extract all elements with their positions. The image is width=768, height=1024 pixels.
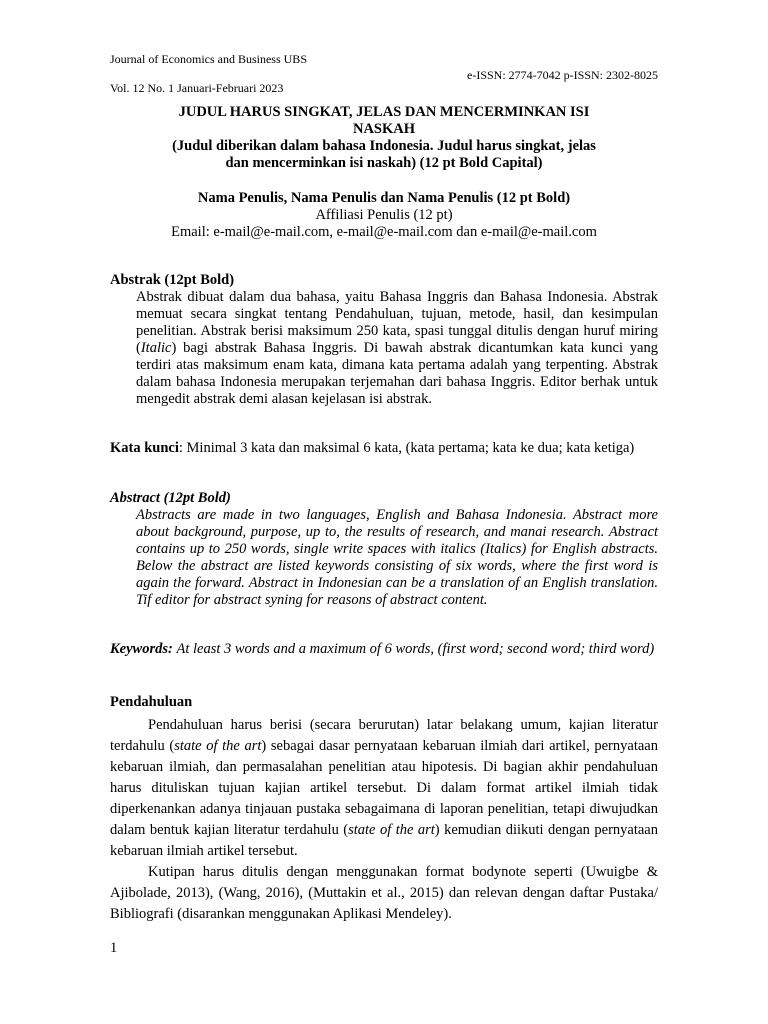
subtitle-line-2: dan mencerminkan isi naskah) (12 pt Bold Capital) [225, 155, 543, 171]
kata-kunci-text: : Minimal 3 kata dan maksimal 6 kata, (kata pertama; kata ke dua; kata ketiga) [178, 440, 635, 456]
pendahuluan-p1-part1: Pendahuluan harus berisi (secara berurutan) latar belakang umum, kajian literatur terdahulu ( [110, 717, 658, 754]
kata-kunci-label: Kata kunci [110, 440, 179, 456]
author-names: Nama Penulis, Nama Penulis dan Nama Penulis (12 pt Bold) [197, 190, 571, 206]
pendahuluan-heading: Pendahuluan [110, 694, 193, 710]
author-email: Email: e-mail@e-mail.com, e-mail@e-mail.com dan e-mail@e-mail.com [171, 224, 597, 240]
pendahuluan-p1-italic-1: state of the art [174, 738, 262, 754]
pendahuluan-p1-part2: ) sebagai dasar pernyataan kebaruan ilmiah dari artikel, pernyataan kebaruan ilmiah, dan permasalahan penelitian atau hipotesis. Di bagian akhir pendahuluan harus dituliskan tujuan kajian artikel tersebut. Di dalam format artikel ilmiah tidak diperkenankan adanya tinjauan pustaka sebagaimana di laporan penelitian, tetapi diwujudkan dalam bentuk kajian literatur terdahulu ( [110, 738, 658, 838]
abstract-text: Abstracts are made in two languages, English and Bahasa Indonesia. Abstract more about background, purpose, up to, the results of research, and manai research. Abstract contains up to 250 words, single write spaces with italics (Italics) for English abstracts. Below the abstract are listed keywords consisting of six words, where the first word is again the forward. Abstract in Indonesian can be a translation of an English translation. Tif editor for abstract syning for reasons of abstract content. [136, 507, 658, 608]
author-affiliation: Affiliasi Penulis (12 pt) [315, 207, 453, 223]
issn: e-ISSN: 2774-7042 p-ISSN: 2302-8025 [467, 68, 658, 82]
keywords-label: Keywords: [110, 641, 177, 657]
abstrak-text-part2: ) bagi abstrak Bahasa Inggris. Di bawah abstrak dicantumkan kata kunci yang terdiri atas maksimum enam kata, dimana kata pertama adalah yang terpenting. Abstrak dalam bahasa Indonesia merupakan terjemahan dari bahasa Inggris. Editor berhak untuk mengedit abstrak demi alasan kejelasan isi abstrak. [136, 340, 658, 407]
keywords [110, 641, 658, 658]
paper-title [110, 104, 658, 172]
abstrak-text [110, 289, 658, 408]
pendahuluan-paragraph-2: Kutipan harus ditulis dengan menggunakan format bodynote seperti (Uwuigbe & Ajibolade, 2013), (Wang, 2016), (Muttakin et al., 2015) dan relevan dengan daftar Pustaka/ Bibliografi (disarankan menggunakan Aplikasi Mendeley). [110, 864, 658, 922]
keywords-text: At least 3 words and a maximum of 6 words, (first word; second word; third word) [176, 641, 655, 657]
subtitle-line-1: (Judul diberikan dalam bahasa Indonesia. Judul harus singkat, jelas [172, 138, 596, 154]
title-line-2: NASKAH [352, 121, 416, 137]
page-number: 1 [110, 940, 118, 956]
abstrak-text-italic: Italic [140, 340, 172, 356]
pendahuluan-p1-italic-2: state of the art [348, 822, 435, 838]
pendahuluan-section [110, 694, 658, 925]
pendahuluan-p1-part3: ) kemudian diikuti dengan pernyataan kebaruan ilmiah artikel tersebut. [110, 822, 658, 859]
pendahuluan-paragraph-1 [110, 715, 658, 862]
journal-name: Journal of Economics and Business UBS [110, 52, 307, 66]
abstract-heading: Abstract (12pt Bold) [110, 490, 231, 506]
volume-info: Vol. 12 No. 1 Januari-Februari 2023 [110, 81, 284, 95]
author-block [110, 190, 658, 241]
abstrak-heading: Abstrak (12pt Bold) [110, 272, 235, 288]
abstract-section [110, 490, 658, 609]
abstrak-text-part1: Abstrak dibuat dalam dua bahasa, yaitu Bahasa Inggris dan Bahasa Indonesia. Abstrak memuat secara singkat tentang Pendahuluan, tujuan, metode, hasil, dan kesimpulan penelitian. Abstrak berisi maksimum 250 kata, spasi tunggal ditulis dengan huruf miring ( [136, 289, 658, 356]
kata-kunci [110, 440, 658, 457]
title-line-1: JUDUL HARUS SINGKAT, JELAS DAN MENCERMINKAN ISI [178, 104, 590, 120]
abstrak-section [110, 272, 658, 408]
